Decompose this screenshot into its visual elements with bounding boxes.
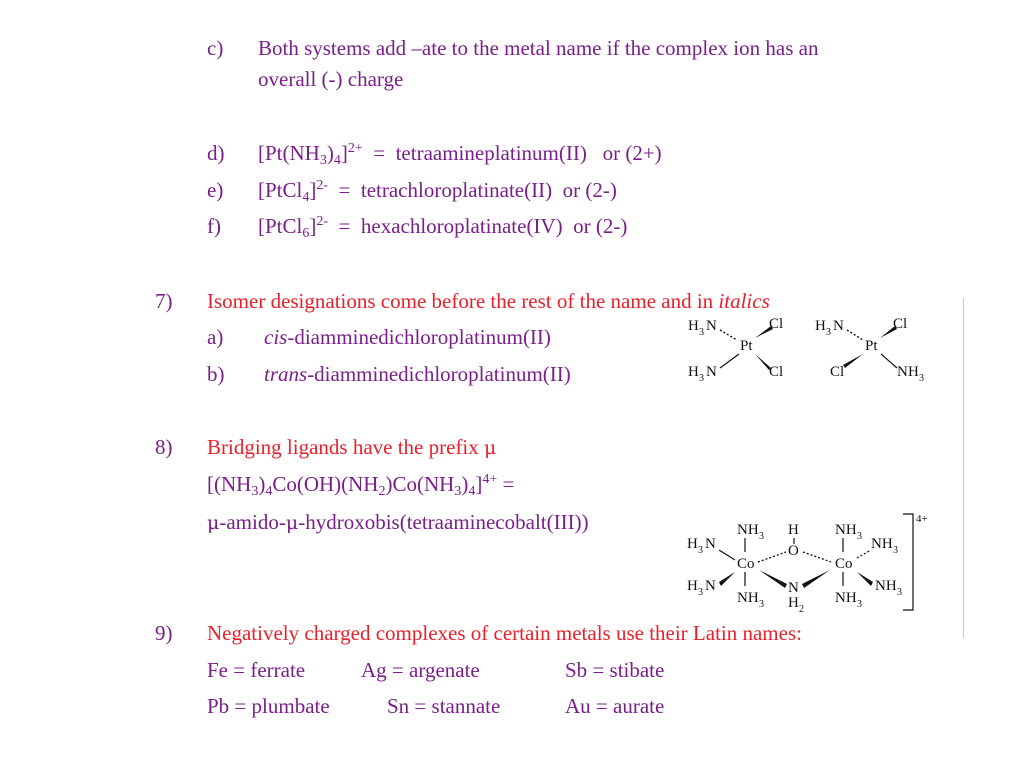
svg-text:NH: NH [737,522,759,538]
latin-name-sn: Sn = stannate [387,694,501,718]
svg-text:NH: NH [835,590,857,606]
svg-text:H: H [688,318,699,334]
svg-text:4+: 4+ [916,513,928,525]
rule-8-heading: Bridging ligands have the prefix μ [207,435,497,459]
svg-text:3: 3 [897,587,902,598]
svg-text:NH: NH [875,578,897,594]
svg-text:3: 3 [698,545,703,556]
svg-text:3: 3 [759,531,764,542]
item-e-label: e) [207,178,224,202]
latin-name-pb: Pb = plumbate [207,694,330,718]
svg-text:H: H [687,578,698,594]
rule-7b-name: trans-diamminedichloroplatinum(II) [264,362,571,386]
svg-text:N: N [833,318,844,334]
svg-text:N: N [706,318,717,334]
rule-8-formula: $[(NH_3)_4Co(OH)(NH_2)Co(NH_3)_4]^{4+}$ = [207,472,515,499]
svg-text:N: N [706,364,717,380]
cobalt-bridged-structure [685,512,940,612]
svg-text:Cl: Cl [893,316,908,332]
latin-name-sb: Sb = stibate [565,658,665,682]
item-c-label: c) [207,36,224,60]
svg-text:H: H [788,522,799,538]
rule-7-number: 7) [155,289,173,313]
svg-text:3: 3 [699,373,704,384]
item-c-text-line2: overall (-) charge [258,67,404,91]
rule-7a-label: a) [207,325,224,349]
svg-text:2: 2 [799,604,804,612]
italics-word: italics [718,289,770,313]
svg-text:H: H [815,318,826,334]
svg-text:N: N [705,578,716,594]
latin-name-ag: Ag = argenate [361,658,480,682]
latin-name-au: Au = aurate [565,694,665,718]
item-d-formula: $[Pt(NH_3)_4]^{2+}$ = tetraamineplatinum(II) or (2+) [258,141,662,168]
rule-7a-name: cis-diamminedichloroplatinum(II) [264,325,551,349]
svg-text:3: 3 [857,531,862,542]
svg-text:O: O [788,543,799,559]
svg-text:3: 3 [893,545,898,556]
item-f-formula: [PtCl$_6$]$^{2-}$ = hexachloroplatinate(IV) or (2-) [258,214,628,241]
svg-text:H: H [687,536,698,552]
rule-9-number: 9) [155,621,173,645]
svg-text:NH: NH [871,536,893,552]
svg-text:3: 3 [919,373,924,384]
svg-text:3: 3 [698,587,703,598]
rule-8-name: μ-amido-μ-hydroxobis(tetraaminecobalt(III)) [207,510,589,534]
pt-isomer-structures [685,310,945,390]
svg-text:N: N [705,536,716,552]
svg-text:N: N [897,364,908,380]
item-c-text-line1: Both systems add –ate to the metal name if the complex ion has an [258,36,819,60]
svg-text:3: 3 [699,327,704,338]
svg-text:3: 3 [826,327,831,338]
item-d-label: d) [207,141,225,165]
item-f-label: f) [207,214,221,238]
divider-line [963,298,964,638]
latin-name-fe: Fe = ferrate [207,658,306,682]
rule-7b-label: b) [207,362,225,386]
rule-9-heading: Negatively charged complexes of certain metals use their Latin names: [207,621,802,645]
item-e-formula: [PtCl$_4$]$^{2-}$ = tetrachloroplatinate(II) or (2-) [258,178,617,205]
svg-text:Co: Co [737,556,755,572]
rule-8-number: 8) [155,435,173,459]
svg-text:H: H [688,364,699,380]
svg-text:NH: NH [737,590,759,606]
svg-text:NH: NH [835,522,857,538]
svg-text:H: H [908,364,919,380]
rule-7-heading: Isomer designations come before the rest of the name and in italics [207,289,770,313]
svg-text:H: H [788,595,799,611]
svg-text:Co: Co [835,556,853,572]
svg-text:N: N [788,580,799,596]
svg-text:Cl: Cl [769,364,784,380]
svg-text:Pt: Pt [865,338,878,354]
svg-text:Cl: Cl [830,364,845,380]
svg-text:3: 3 [857,599,862,610]
svg-text:Cl: Cl [769,316,784,332]
svg-text:Pt: Pt [740,338,753,354]
svg-text:3: 3 [759,599,764,610]
